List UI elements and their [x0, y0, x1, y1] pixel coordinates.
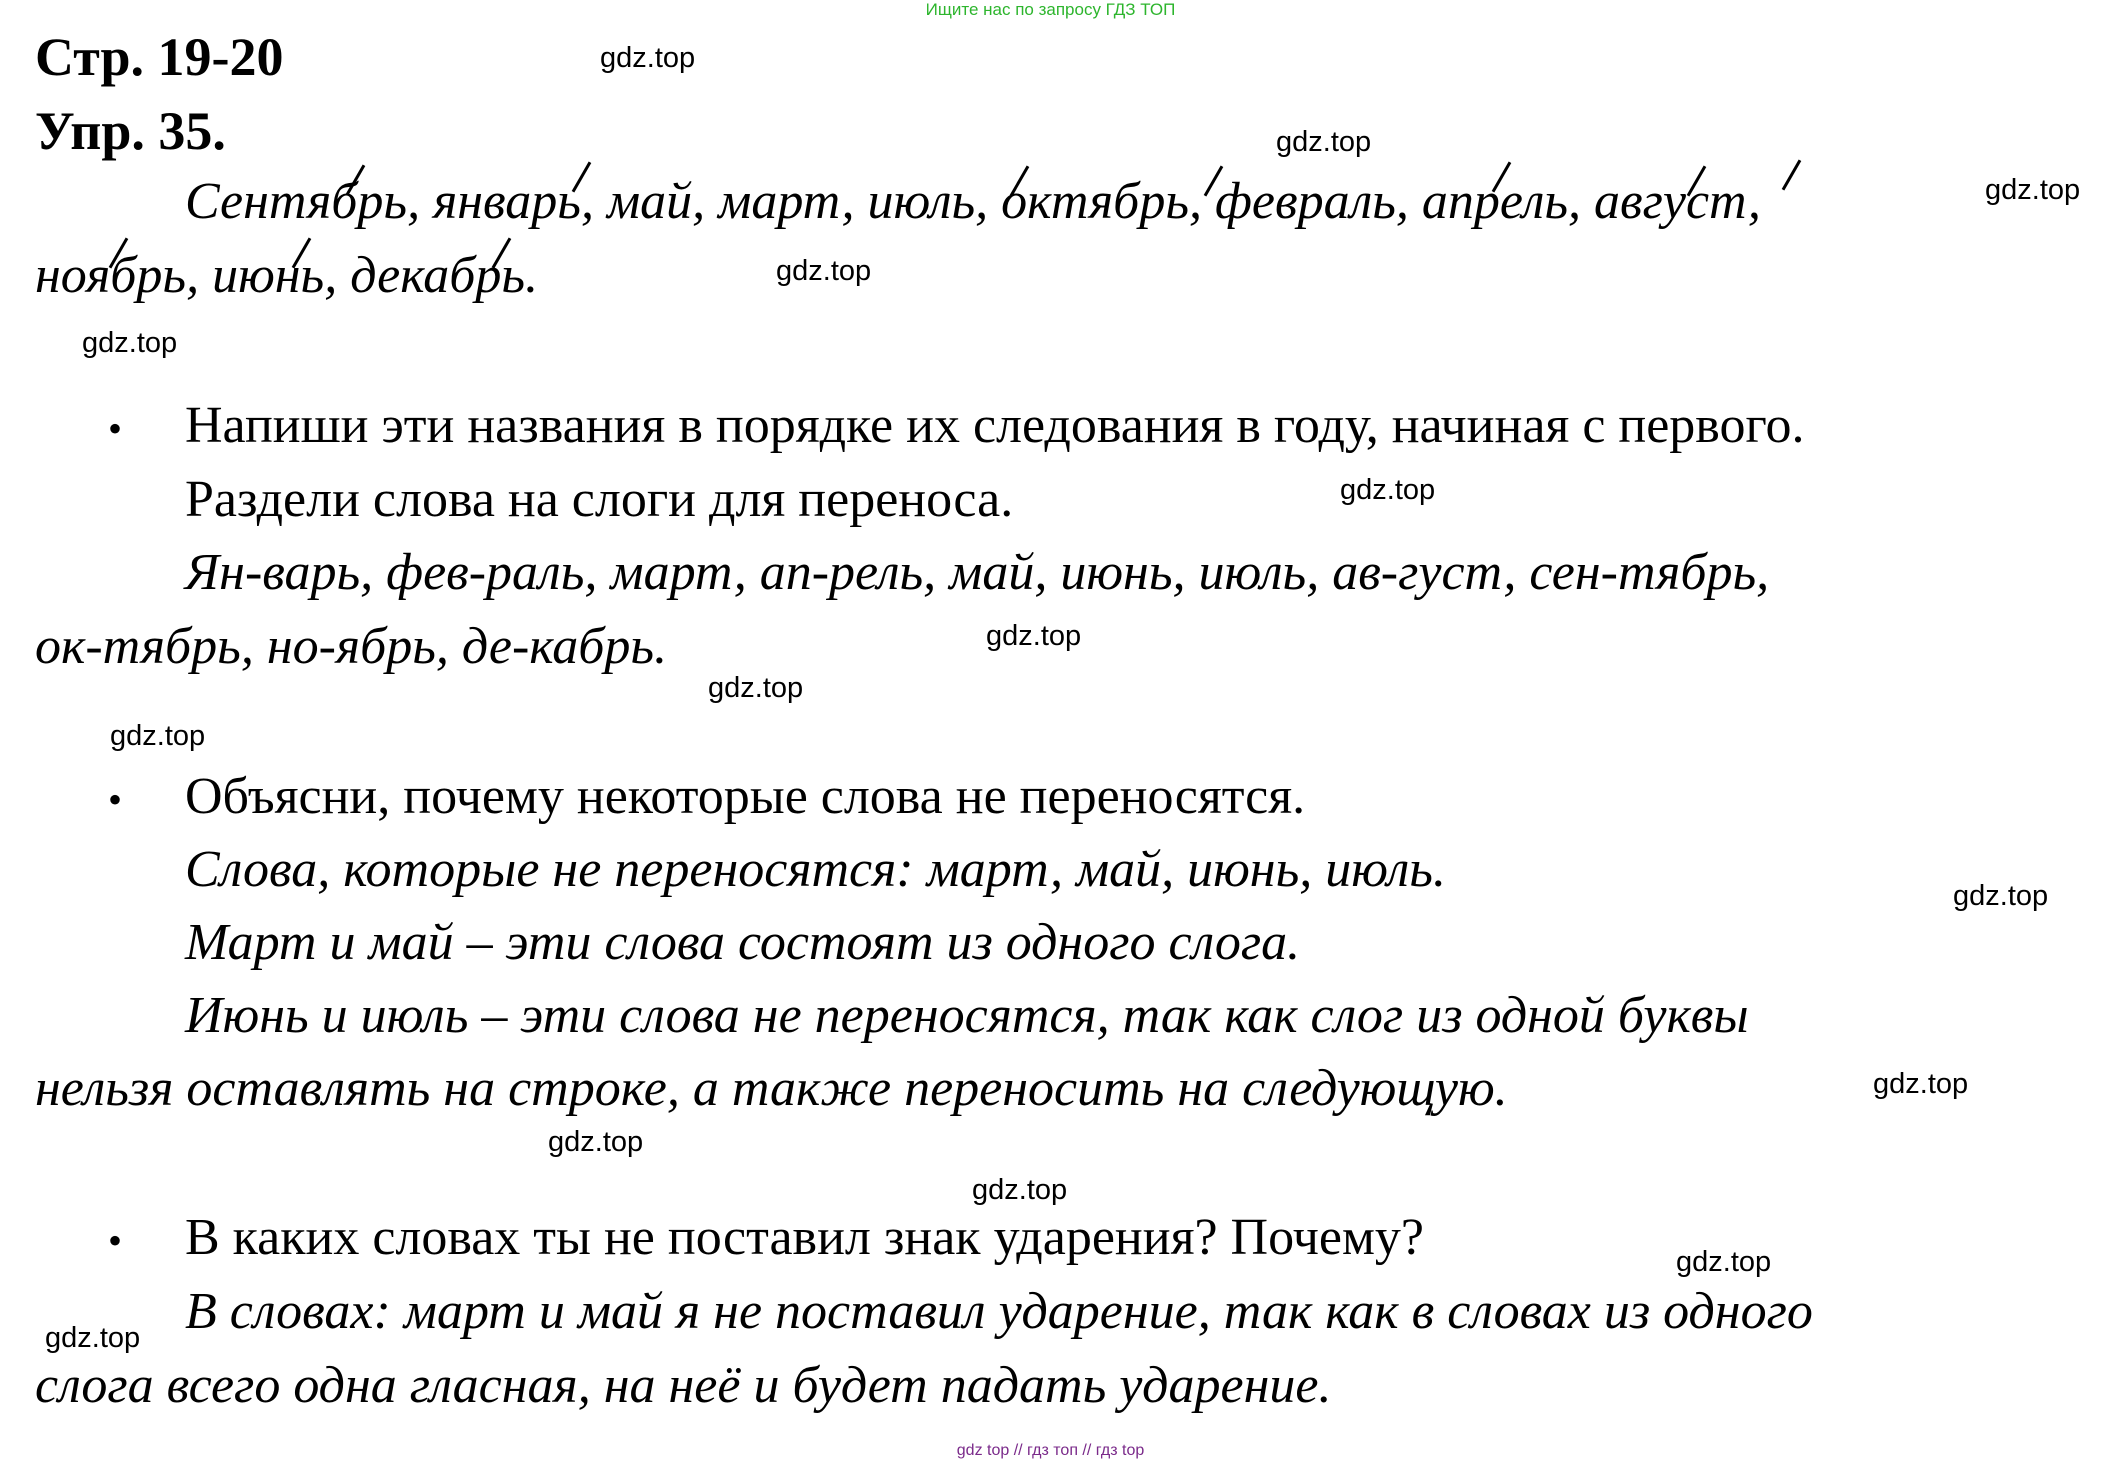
bottom-footer-note: gdz top // гдз топ // гдз top: [956, 1442, 1145, 1459]
watermark: gdz.top: [548, 1126, 644, 1158]
explain-line-4: нельзя оставлять на строке, а также переносить на следующую.: [35, 1060, 1508, 1117]
stress-mark: [1782, 160, 1802, 191]
page-reference: Стр. 19-20: [35, 27, 284, 87]
watermark: gdz.top: [1873, 1068, 1969, 1100]
watermark: gdz.top: [986, 620, 1082, 652]
watermark: gdz.top: [1985, 174, 2081, 206]
bullet-3: •: [108, 1218, 123, 1263]
watermark: gdz.top: [45, 1322, 141, 1354]
watermark: gdz.top: [600, 42, 696, 74]
task3-line-1: В каких словах ты не поставил знак ударения? Почему?: [185, 1209, 1424, 1266]
top-search-note: Ищите нас по запросу ГДЗ ТОП: [925, 0, 1176, 19]
stress-answer-line-2: слога всего одна гласная, на неё и будет падать ударение.: [35, 1357, 1332, 1414]
explain-line-1: Слова, которые не переносятся: март, май, июнь, июль.: [185, 841, 1446, 898]
months-line-2: ноябрь, июнь, декабрь.: [35, 247, 539, 304]
syllables-line-2: ок-тябрь, но-ябрь, де-кабрь.: [35, 618, 668, 675]
watermark: gdz.top: [776, 255, 872, 287]
explain-line-3: Июнь и июль – эти слова не переносятся, так как слог из одной буквы: [185, 987, 1749, 1044]
watermark: gdz.top: [1276, 126, 1372, 158]
months-line-1: Сентябрь, январь, май, март, июль, октябрь, февраль, апрель, август,: [185, 173, 1761, 230]
task1-line-2: Раздели слова на слоги для переноса.: [185, 471, 1014, 528]
watermark: gdz.top: [1340, 474, 1436, 506]
watermark: gdz.top: [110, 720, 206, 752]
task2-line-1: Объясни, почему некоторые слова не переносятся.: [185, 768, 1306, 825]
exercise-number: Упр. 35.: [35, 101, 226, 161]
watermark: gdz.top: [708, 672, 804, 704]
bullet-1: •: [108, 406, 123, 451]
bullet-2: •: [108, 777, 123, 822]
watermark: gdz.top: [1676, 1246, 1772, 1278]
task1-line-1: Напиши эти названия в порядке их следования в году, начиная с первого.: [185, 397, 1805, 454]
explain-line-2: Март и май – эти слова состоят из одного слога.: [185, 914, 1301, 971]
watermark: gdz.top: [82, 327, 178, 359]
watermark: gdz.top: [972, 1174, 1068, 1206]
stress-answer-line-1: В словах: март и май я не поставил ударение, так как в словах из одного: [185, 1283, 1813, 1340]
watermark: gdz.top: [1953, 880, 2049, 912]
syllables-line-1: Ян-варь, фев-раль, март, ап-рель, май, июнь, июль, ав-густ, сен-тябрь,: [185, 544, 1770, 601]
